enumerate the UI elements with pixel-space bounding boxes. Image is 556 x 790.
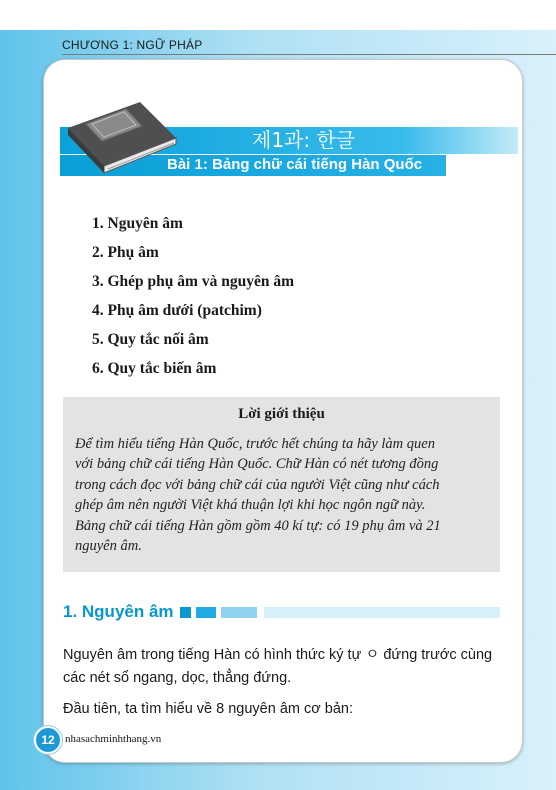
top-margin <box>0 0 556 30</box>
book-icon <box>62 98 180 176</box>
introduction-title: Lời giới thiệu <box>238 406 325 422</box>
introduction-line: với bảng chữ cái tiếng Hàn Quốc. Chữ Hàn có nét tương đồng <box>75 456 439 473</box>
introduction-line: nguyên âm. <box>75 538 142 555</box>
chapter-header: CHƯƠNG 1: NGỮ PHÁP <box>62 38 203 52</box>
lesson-title-korean: 제1과: 한글 <box>252 128 356 152</box>
introduction-text <box>75 434 495 556</box>
toc-item: 1. Nguyên âm <box>92 215 183 232</box>
toc-item: 3. Ghép phụ âm và nguyên âm <box>92 273 294 290</box>
paragraph-line: các nét sổ ngang, dọc, thẳng đứng. <box>63 670 292 686</box>
section-heading: 1. Nguyên âm <box>63 602 174 621</box>
footer-website: nhasachminhthang.vn <box>65 733 162 745</box>
heading-decor-bar <box>221 607 257 618</box>
introduction-line: Bảng chữ cái tiếng Hàn gồm gồm 40 kí tự: có 19 phụ âm và 21 <box>75 517 441 534</box>
paragraph-line: Nguyên âm trong tiếng Hàn có hình thức ký tự ㅇ đứng trước cùng <box>63 647 493 663</box>
header-rule <box>62 54 556 55</box>
heading-decor-bar <box>264 607 500 618</box>
introduction-line: ghép âm nên người Việt khá thuận lợi khi học ngôn ngữ này. <box>75 497 426 514</box>
toc-item: 4. Phụ âm dưới (patchim) <box>92 302 262 319</box>
introduction-line: Để tìm hiểu tiếng Hàn Quốc, trước hết chúng ta hãy làm quen <box>75 436 435 452</box>
heading-decor-bar <box>196 607 216 618</box>
toc-item: 6. Quy tắc biến âm <box>92 360 217 377</box>
toc-item: 2. Phụ âm <box>92 244 159 261</box>
introduction-box <box>63 397 500 572</box>
section-paragraph: Đầu tiên, ta tìm hiểu về 8 nguyên âm cơ bản: <box>63 701 354 717</box>
page-number-badge: 12 <box>34 726 62 754</box>
lesson-title-vietnamese: Bài 1: Bảng chữ cái tiếng Hàn Quốc <box>167 156 423 173</box>
heading-decor-square <box>180 607 191 618</box>
lesson-table-of-contents <box>92 214 294 388</box>
toc-item: 5. Quy tắc nối âm <box>92 331 209 348</box>
introduction-line: trong cách đọc với bảng chữ cái của người Việt cũng như cách <box>75 476 440 493</box>
section-paragraph <box>63 644 503 690</box>
